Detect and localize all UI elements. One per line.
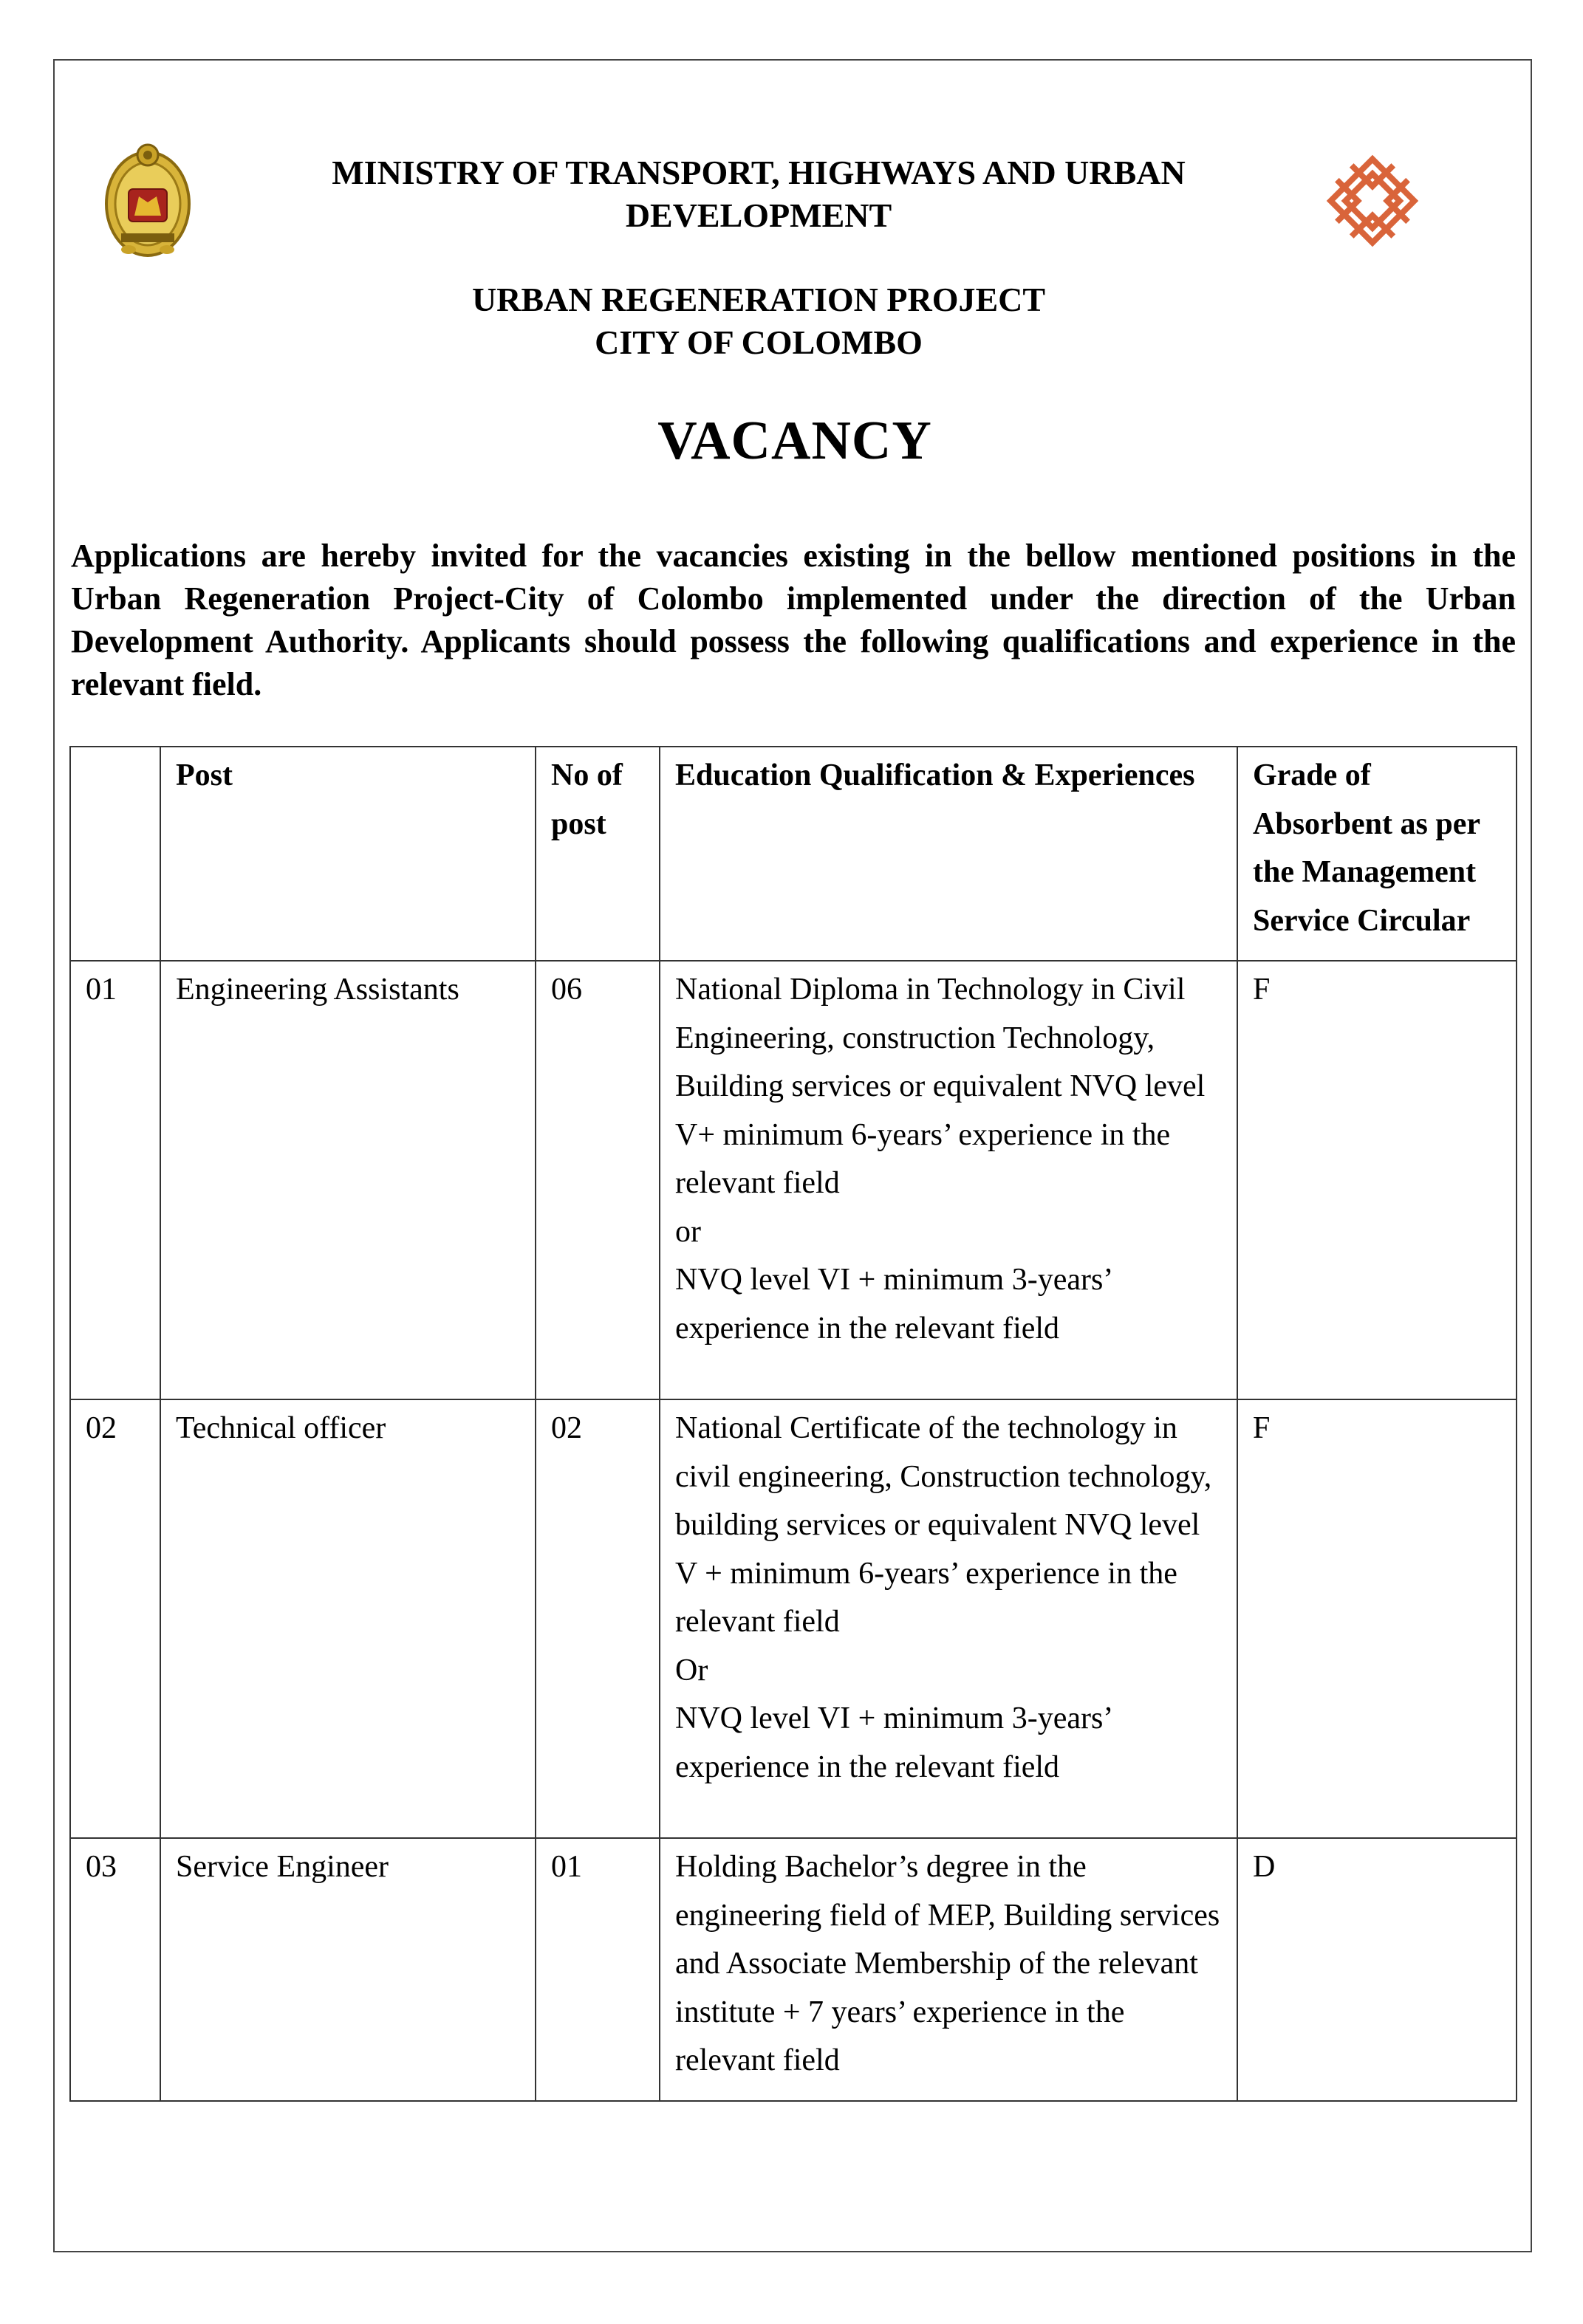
qualification-cell bbox=[660, 961, 1237, 1399]
intro-paragraph: Applications are hereby invited for the vacancies existing in the bellow mentioned positions in the Urban Regeneration Project-City of Colombo implemented under the direction of the Urban Development Authority. Applicants should possess the following qualifications and experience in the relevant field. bbox=[71, 538, 1516, 702]
post-name: Engineering Assistants bbox=[160, 961, 536, 1399]
post-name: Technical officer bbox=[160, 1399, 536, 1838]
post-name: Service Engineer bbox=[160, 1838, 536, 2101]
project-heading bbox=[0, 278, 1517, 364]
row-number: 01 bbox=[70, 961, 160, 1399]
table-row bbox=[70, 1838, 1517, 2101]
table-row bbox=[70, 961, 1517, 1399]
post-count: 06 bbox=[536, 961, 660, 1399]
page-title: VACANCY bbox=[657, 411, 932, 471]
table-header-row bbox=[70, 747, 1517, 961]
grade-value: D bbox=[1237, 1838, 1517, 2101]
row-number: 02 bbox=[70, 1399, 160, 1838]
header-qualification: Education Qualification & Experiences bbox=[660, 747, 1237, 961]
header-no-of-post: No of post bbox=[536, 747, 660, 961]
qualification-primary: Holding Bachelor’s degree in the engineering field of MEP, Building services and Associate Membership of the relevant institute + 7 years’ experience in the relevant field bbox=[675, 1850, 1220, 2077]
qualification-cell bbox=[660, 1399, 1237, 1838]
qualification-alternative: NVQ level VI + minimum 3-years’ experience in the relevant field bbox=[675, 1263, 1112, 1346]
project-line-2: CITY OF COLOMBO bbox=[595, 323, 923, 361]
qualification-cell bbox=[660, 1838, 1237, 2101]
grade-value: F bbox=[1237, 1399, 1517, 1838]
table-row bbox=[70, 1399, 1517, 1838]
ministry-line-1: MINISTRY OF TRANSPORT, HIGHWAYS AND URBAN bbox=[332, 154, 1186, 191]
qualification-alternative: NVQ level VI + minimum 3-years’ experience in the relevant field bbox=[675, 1701, 1112, 1784]
project-line-1: URBAN REGENERATION PROJECT bbox=[471, 281, 1046, 318]
header-grade: Grade of Absorbent as per the Management Service Circular bbox=[1237, 747, 1517, 961]
post-count: 02 bbox=[536, 1399, 660, 1838]
header-post: Post bbox=[160, 747, 536, 961]
grade-value: F bbox=[1237, 961, 1517, 1399]
ministry-heading bbox=[0, 151, 1517, 237]
qualification-primary: National Certificate of the technology in civil engineering, Construction technology, building services or equivalent NVQ level V + minimum 6-years’ experience in the relevant field bbox=[675, 1411, 1212, 1639]
qualification-or: or bbox=[675, 1214, 701, 1249]
header-index bbox=[70, 747, 160, 961]
row-number: 03 bbox=[70, 1838, 160, 2101]
ministry-line-2: DEVELOPMENT bbox=[625, 196, 892, 234]
qualification-primary: National Diploma in Technology in Civil Engineering, construction Technology, Building services or equivalent NVQ level V+ minimum 6-years’ experience in the relevant field bbox=[675, 973, 1206, 1200]
qualification-or: Or bbox=[675, 1653, 708, 1687]
vacancy-table bbox=[69, 746, 1517, 2102]
post-count: 01 bbox=[536, 1838, 660, 2101]
